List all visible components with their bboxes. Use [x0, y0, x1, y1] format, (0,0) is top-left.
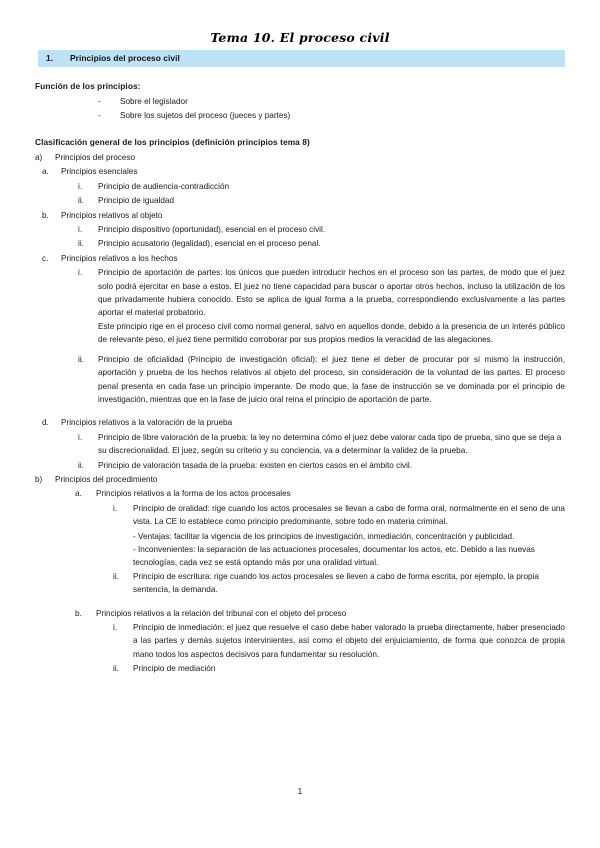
list-marker: b): [35, 474, 43, 484]
list-item-b-a-ii: [113, 570, 565, 597]
list-item-label: Principios del proceso: [55, 153, 136, 162]
list-item-a-d: [42, 416, 565, 429]
page-title: Tema 10. El proceso civil: [210, 30, 390, 45]
list-item-a-b: [42, 209, 565, 222]
list-item-text: Principio dispositivo (oportunidad), esencial en el proceso civil.: [98, 225, 326, 235]
list-item-a-b-i: [78, 223, 565, 236]
list-item-label: Principios relativos a la forma de los actos procesales: [96, 489, 291, 499]
list-item-text: Principio de libre valoración de la prueba: la ley no determina cómo el juez debe valorar cada tipo de prueba, sino que se deja a su discrecionalidad. El juez, según su criterio y su conciencia, va a determinar la validez de la prueba.: [98, 432, 562, 456]
list-marker: a.: [42, 167, 49, 177]
funcion-heading: Función de los principios:: [35, 81, 141, 91]
list-marker: c.: [42, 253, 49, 263]
dash-bullet-icon: -: [98, 111, 101, 120]
list-item-b-b-ii: [113, 662, 565, 675]
list-marker: i.: [78, 225, 83, 235]
funcion-bullet-text: Sobre los sujetos del proceso (jueces y partes): [120, 111, 291, 120]
list-marker: a): [35, 153, 43, 162]
list-item-extra-paragraph: Este principio rige en el proceso civil como normal general, salvo en aquellos donde, debido a la presencia de un interés público de relevante peso, el juez tiene permitido corroborar por sus propios medios la veracidad de las alegaciones.: [98, 321, 565, 345]
section-heading-banner: [38, 50, 565, 67]
list-marker: i.: [113, 503, 118, 513]
section-heading-number: 1.: [46, 53, 54, 63]
list-item-text: Principio de igualdad: [98, 196, 175, 206]
list-item-label: Principios esenciales: [61, 167, 138, 177]
funcion-bullet-1: [98, 109, 565, 123]
list-item-text: Principio de oralidad: rige cuando los actos procesales se llevan a cabo de forma oral, normalmente en el seno de una vista. La CE lo establece como principio predominante, sobre todo en materia criminal.: [133, 503, 565, 527]
clasificacion-heading: Clasificación general de los principios (definición principios tema 8): [35, 137, 310, 147]
list-item-a: [35, 151, 565, 164]
list-item-text: Principio de inmediación: el juez que resuelve el caso debe haber valorado la prueba directamente, haber presenciado a las partes y demás sujetos intervinientes, así como el objeto del enjuiciamiento, de forma que conozca de propia mano todos los aspectos decisivos para fundamentar su resolución.: [133, 623, 565, 659]
list-item-a-b-ii: [78, 237, 565, 250]
list-item-b: [35, 473, 565, 486]
list-marker: i.: [78, 268, 83, 278]
spacer: [35, 598, 565, 607]
list-marker: ii.: [78, 239, 84, 249]
list-item-a-c-ii: [78, 353, 565, 407]
list-item-label: Principios relativos a la valoración de la prueba: [61, 418, 233, 428]
list-item-b-b: [75, 607, 565, 620]
list-marker: ii.: [113, 664, 119, 674]
dash-bullet-icon: -: [98, 97, 101, 106]
list-marker: ii.: [78, 460, 84, 470]
list-item-text: Principio de oficialidad (Principio de investigación oficial): el juez tiene el deber de procurar por sí mismo la instrucción, aportación y prueba de los hechos relativos al objeto del proceso, sin consideración de la voluntad de las partes. El proceso penal presenta en cada fase un principio imperante. De modo que, la fase de instrucción se ve dominada por el principio de investigación, mientras que en la fase de juicio oral reina el principio de aportación de parte.: [98, 354, 565, 404]
list-item-label: Principios relativos al objeto: [61, 210, 163, 220]
funcion-bullet-0: [98, 95, 565, 109]
list-item-b-a-i: [113, 502, 565, 529]
list-item-text: Principio de mediación: [133, 664, 216, 674]
list-marker: ii.: [113, 571, 119, 581]
list-marker: d.: [42, 418, 49, 428]
list-item-text: Principio de valoración tasada de la prueba: existen en ciertos casos en el ámbito civil.: [98, 460, 413, 470]
list-marker: i.: [113, 623, 118, 632]
section-heading-label: Principios del proceso civil: [70, 53, 180, 63]
list-marker: ii.: [78, 196, 84, 206]
list-marker: i.: [78, 181, 83, 191]
list-item-a-a-i: [78, 180, 565, 193]
list-marker: b.: [42, 210, 49, 220]
list-item-text: Principio de aportación de partes: los únicos que pueden introducir hechos en el proceso son las partes, de modo que el juez solo podrá ejercitar en base a estos. El juez no tiene capacidad para buscar o aportar otros hechos, incluso la utilización de los que privadamente hubiera conocido. Esto se aplica de igual forma a la prueba, correspondiendo exclusivamente a las partes aportar el material probatorio.: [98, 268, 565, 318]
list-item-b-a-i-note-1: - Inconvenientes: la separación de las actuaciones procesales, documentar los actos, etc. Debido a las nuevas tecnologías, cada vez se está optando más por una oralidad virtual.: [133, 544, 535, 568]
list-item-b-a: [75, 487, 565, 500]
list-marker: b.: [75, 608, 82, 618]
list-item-b-a-i-note-0: - Ventajas: facilitar la vigencia de los principios de investigación, inmediación, concentración y publicidad.: [133, 531, 515, 541]
list-item-a-a: [42, 165, 565, 178]
document-body: [0, 81, 600, 676]
list-item-text: Principio de audiencia-contradicción: [98, 181, 230, 191]
list-item-b-b-i: [113, 621, 565, 661]
list-marker: ii.: [78, 354, 84, 364]
list-marker: a.: [75, 489, 82, 499]
page-number: 1: [297, 787, 303, 796]
list-item-a-c-i: [78, 266, 565, 346]
list-item-text: Principio acusatorio (legalidad), esencial en el proceso penal.: [98, 239, 321, 249]
list-item-a-a-ii: [78, 194, 565, 207]
list-item-label: Principios del procedimiento: [55, 474, 158, 484]
list-marker: i.: [78, 432, 83, 442]
list-item-label: Principios relativos a la relación del tribunal con el objeto del proceso: [96, 608, 347, 618]
list-item-a-d-ii: [78, 459, 565, 472]
spacer: [35, 407, 565, 416]
list-item-text: Principio de escritura: rige cuando los actos procesales se lleven a cabo de forma escrita, por ejemplo, la propia sentencia, la demanda.: [133, 571, 539, 595]
list-item-label: Principios relativos a los hechos: [61, 253, 178, 263]
funcion-bullet-text: Sobre el legislador: [120, 97, 188, 106]
list-item-a-d-i: [78, 431, 565, 458]
list-item-a-c: [42, 252, 565, 265]
